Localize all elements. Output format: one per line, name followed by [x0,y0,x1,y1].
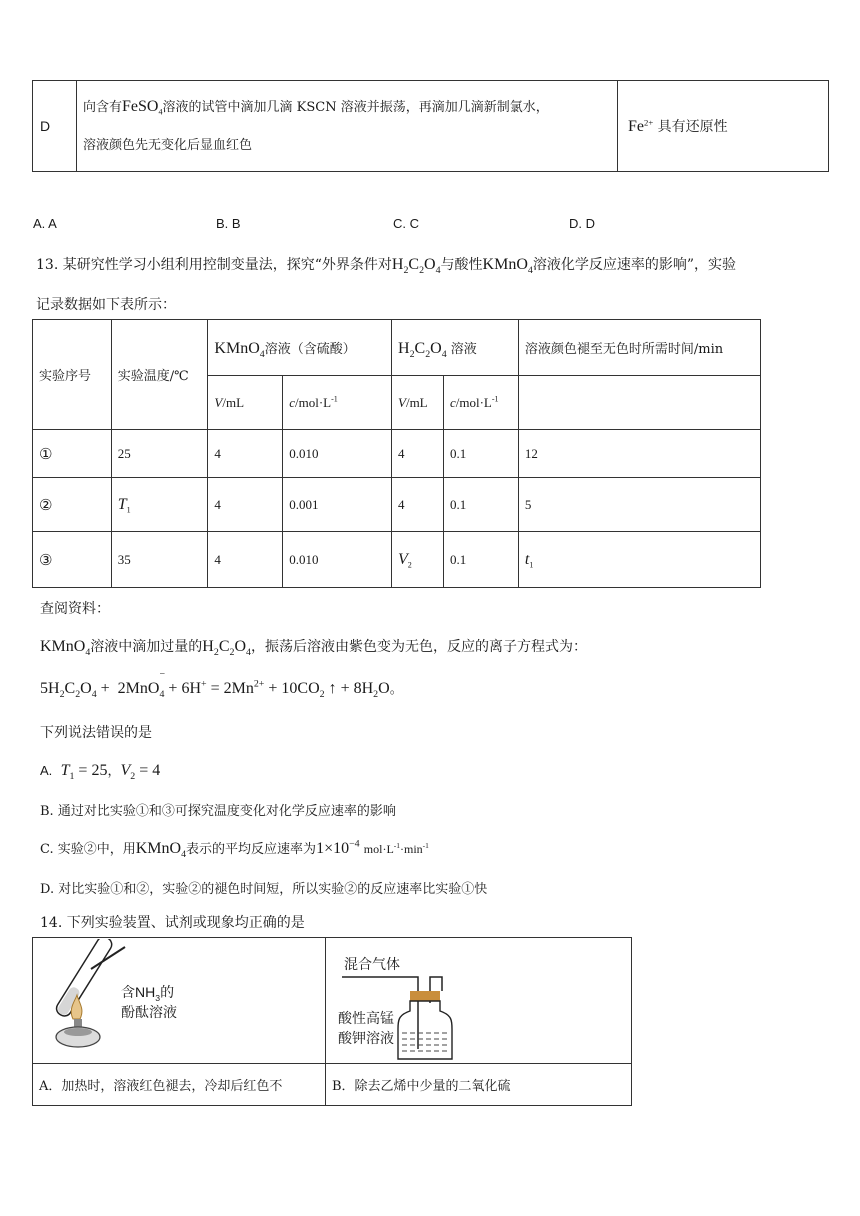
q13-option-d: D. 对比实验①和②，实验②的褪色时间短，所以实验②的反应速率比实验①快 [40,882,488,897]
fig-b-gas-label: 混合气体 [344,956,400,972]
th-time: 溶液颜色褪至无色时所需时间/min [518,320,760,376]
cell-time: 12 [518,430,760,478]
q13-option-b: B. 通过对比实验①和③可探究温度变化对化学反应速率的影响 [40,804,396,819]
th-c2: $c/mol\cdot L^{-1}$ [443,376,518,430]
cell-seq: ③ [33,532,112,588]
q12-answer-table [32,80,829,172]
q12-option-b: B. B [216,216,241,231]
heating-test-tube-figure [33,939,325,1063]
cell-c1: 0.001 [283,478,392,532]
q13-option-a: A. $T_1 = 25$，$V_2 = 4$ [40,762,161,783]
cell-temp: 25 [111,430,208,478]
q14-figure-a-cell [33,938,326,1064]
q12-row-d-content: 向含有FeSO$_4$溶液的试管中滴加几滴 KSCN 溶液并振荡，再滴加几滴新制氯水， 溶液颜色先无变化后显血红色 [77,81,618,172]
q14-table [32,937,632,1106]
th-blank [518,376,760,430]
cell-v2: 4 [392,430,444,478]
q13-option-c: C. 实验②中，用KMnO$_4$表示的平均反应速率为$1\times 10^{-4}$ $mol\cdot L^{-1}\cdot\min^{-1}$ [40,838,429,861]
cell-temp: $T_1$ [111,478,208,532]
th-v1: V/mL [208,376,283,430]
fig-b-label-2: 酸钾溶液 [338,1030,394,1046]
th-h2c2o4: $H_2C_2O_4$ 溶液 [392,320,519,376]
q12-option-c: C. C [393,216,419,231]
q13-data-table [32,319,761,588]
q12-row-d-label: D [33,81,77,172]
ref-title: 查阅资料： [40,601,110,617]
cell-v1: 4 [208,532,283,588]
th-temp: 实验温度/℃ [111,320,208,430]
th-v2: V/mL [392,376,444,430]
q14-stem: 14. 下列实验装置、试剂或现象均正确的是 [40,915,305,931]
cell-v2: $V_2$ [392,532,444,588]
table-row [33,430,761,478]
fig-a-label-1: 含$NH_3$的 [121,984,175,1003]
cell-time: $t_1$ [518,532,760,588]
ionic-equation: $5H_2C_2O_4 + 2MnO$ $_{- 4} + 6H^+ = 2Mn^{2+} + 10CO_2$ ↑ + $8H_2O$。 [40,669,403,701]
cell-seq: ② [33,478,112,532]
cell-temp: 35 [111,532,208,588]
fig-a-label-2: 酚酞溶液 [121,1004,177,1020]
cell-seq: ① [33,430,112,478]
cell-v1: 4 [208,478,283,532]
cell-time: 5 [518,478,760,532]
table-row [33,532,761,588]
cell-c1: 0.010 [283,532,392,588]
q12-row-d-conclusion: $Fe^{2+}$ 具有还原性 [618,81,829,172]
q14-option-a: A．加热时，溶液红色褪去，冷却后红色不 [33,1064,326,1106]
q13-question: 下列说法错误的是 [40,725,152,741]
q14-option-b: B．除去乙烯中少量的二氧化硫 [326,1064,632,1106]
q13-stem-line2: 记录数据如下表所示： [36,297,176,313]
q14-figure-b-cell [326,938,632,1064]
th-seq: 实验序号 [33,320,112,430]
cell-c2: 0.1 [443,532,518,588]
table-row [33,478,761,532]
q12-option-d: D. D [569,216,595,231]
th-kmno4: KMnO$_4$溶液（含硫酸） [208,320,392,376]
cell-v2: 4 [392,478,444,532]
th-c1: $c/mol\cdot L^{-1}$ [283,376,392,430]
fig-b-label-1: 酸性高锰 [338,1010,394,1026]
q12-option-a: A. A [33,216,57,231]
cell-v1: 4 [208,430,283,478]
cell-c1: 0.010 [283,430,392,478]
q13-stem: 13. 某研究性学习小组利用控制变量法，探究“外界条件对$H_2C_2O_4$与酸性KMnO$_4$溶液化学反应速率的影响”，实验 [36,256,736,277]
cell-c2: 0.1 [443,430,518,478]
cell-c2: 0.1 [443,478,518,532]
ref-line: KMnO$_4$溶液中滴加过量的$H_2C_2O_4$，振荡后溶液由紫色变为无色，反应的离子方程式为： [40,638,587,659]
